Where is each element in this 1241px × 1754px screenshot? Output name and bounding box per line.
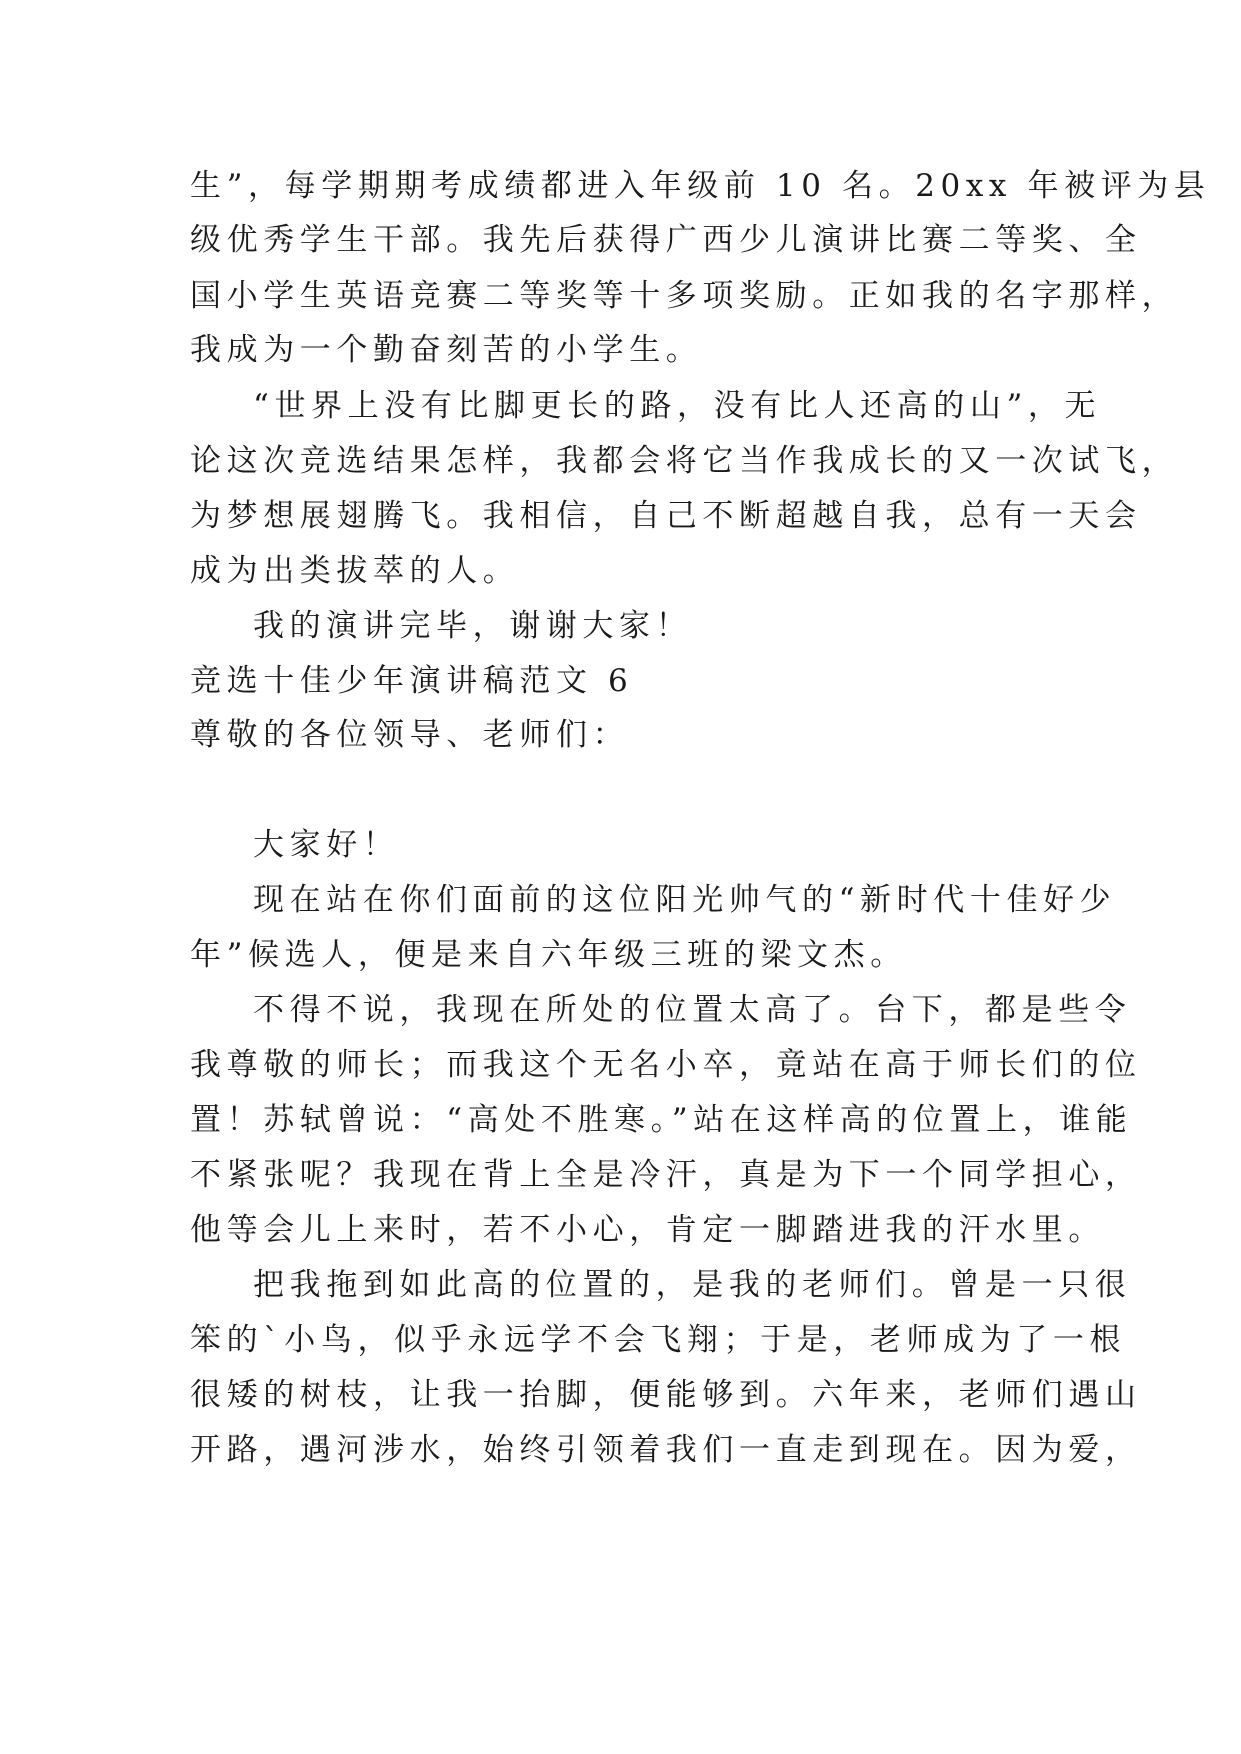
text-line: 他等会儿上来时，若不小心，肯定一脚踏进我的汗水里。 xyxy=(190,1212,1105,1248)
text-line: 年”候选人，便是来自六年级三班的梁文杰。 xyxy=(190,937,907,973)
text-line: 国小学生英语竞赛二等奖等十多项奖励。正如我的名字那样， xyxy=(190,278,1179,314)
text-line: 级优秀学生干部。我先后获得广西少儿演讲比赛二等奖、全 xyxy=(190,222,1142,258)
text-line: 不紧张呢？我现在背上全是冷汗，真是为下一个同学担心， xyxy=(190,1157,1142,1193)
greeting: 大家好！ xyxy=(253,827,400,863)
text-line: 我尊敬的师长；而我这个无名小卒，竟站在高于师长们的位 xyxy=(190,1047,1142,1083)
paragraph-start: 把我拖到如此高的位置的，是我的老师们。曾是一只很 xyxy=(253,1267,1132,1303)
text-line: 为梦想展翅腾飞。我相信，自己不断超越自我，总有一天会 xyxy=(190,498,1142,534)
text-line: 开路，遇河涉水，始终引领着我们一直走到现在。因为爱， xyxy=(190,1432,1142,1468)
salutation: 尊敬的各位领导、老师们： xyxy=(190,717,630,753)
closing-line: 我的演讲完毕，谢谢大家！ xyxy=(253,608,693,644)
text-line: 我成为一个勤奋刻苦的小学生。 xyxy=(190,332,703,368)
paragraph-start: “世界上没有比脚更长的路，没有比人还高的山”，无 xyxy=(253,388,1102,424)
text-line: 成为出类拔萃的人。 xyxy=(190,553,520,589)
text-line: 生”，每学期期考成绩都进入年级前 10 名。20xx 年被评为县 xyxy=(190,168,1211,204)
text-line: 笨的`小鸟，似乎永远学不会飞翔；于是，老师成为了一根 xyxy=(190,1322,1127,1358)
text-line: 论这次竞选结果怎样，我都会将它当作我成长的又一次试飞， xyxy=(190,443,1179,479)
paragraph-start: 现在站在你们面前的这位阳光帅气的“新时代十佳好少 xyxy=(253,882,1117,918)
text-line: 置！苏轼曾说：“高处不胜寒。”站在这样高的位置上，谁能 xyxy=(190,1102,1133,1138)
text-line: 很矮的树枝，让我一抬脚，便能够到。六年来，老师们遇山 xyxy=(190,1377,1142,1413)
paragraph-start: 不得不说，我现在所处的位置太高了。台下，都是些令 xyxy=(253,992,1132,1028)
section-title: 竞选十佳少年演讲稿范文 6 xyxy=(190,663,634,699)
